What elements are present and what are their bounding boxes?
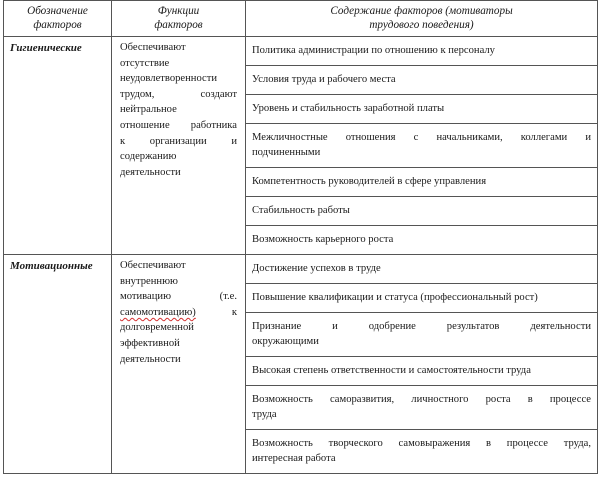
header-factor-designation [4, 1, 112, 37]
function-text-line: долговременной [120, 322, 194, 334]
function-text-line: мотивацию (т.е. [120, 291, 237, 303]
factor-text-line: окружающими [252, 336, 319, 347]
factor-text-line: Политика администрации по отношению к персоналу [252, 45, 495, 56]
function-text-line: Обеспечивают [120, 42, 186, 53]
factor-text-line: Межличностные отношения с начальниками, коллегами и [252, 132, 591, 143]
factor-group-function [112, 37, 246, 255]
function-text-line: неудовлетворенности [120, 73, 218, 85]
factor-item [246, 37, 597, 66]
factor-group-name: Мотивационные [4, 255, 112, 474]
factor-text-line: подчиненными [252, 147, 321, 158]
function-text-line: нейтральное [120, 104, 177, 116]
factor-text-line: Достижение успехов в труде [252, 263, 381, 274]
function-text-line: трудом, создают [120, 88, 237, 100]
factor-text-line: Повышение квалификации и статуса (профессиональный рост) [252, 292, 538, 303]
factor-list-cell [246, 255, 598, 474]
factor-item [246, 284, 597, 313]
factor-text-line: Уровень и стабильность заработной платы [252, 103, 445, 114]
header-line: Обозначение [27, 5, 88, 17]
table-body [4, 37, 598, 474]
function-text-line: содержанию [120, 151, 177, 163]
factor-item [246, 66, 597, 95]
header-factor-content [246, 1, 598, 37]
header-line: факторов [33, 19, 82, 31]
function-text-line: деятельности [120, 166, 181, 178]
factor-item [246, 313, 597, 357]
function-text-line: эффективной [120, 337, 180, 349]
factor-item [246, 95, 597, 124]
factor-item [246, 357, 597, 386]
factor-text-line: Компетентность руководителей в сфере управления [252, 176, 487, 187]
factor-item [246, 226, 597, 254]
header-line: трудового поведения) [369, 19, 474, 31]
factor-text-line: Признание и одобрение результатов деятельности [252, 321, 591, 332]
function-text-line: отношение работника [120, 119, 237, 131]
factor-item [246, 168, 597, 197]
function-text-line: Обеспечивают [120, 260, 186, 271]
function-text-line: деятельности [120, 353, 181, 365]
table-row [4, 255, 598, 474]
header-line: Функции [157, 5, 200, 17]
factor-item [246, 124, 597, 168]
factor-text-line: Возможность творческого самовыражения в процессе труда, [252, 438, 591, 449]
factor-text-line: Возможность карьерного роста [252, 234, 394, 245]
factor-group-name: Гигиенические [4, 37, 112, 255]
spellcheck-underlined-word: самомотивацию) [120, 306, 196, 318]
table-header-row [4, 1, 598, 37]
table-row [4, 37, 598, 255]
header-line: Содержание факторов (мотиваторы [330, 5, 513, 17]
function-text-line: внутреннюю [120, 275, 178, 287]
factors-table [3, 0, 598, 474]
factor-text-line: труда [252, 409, 277, 420]
function-text-line: к организации и [120, 135, 237, 147]
factor-text-line: Условия труда и рабочего места [252, 74, 396, 85]
function-text-line: отсутствие [120, 57, 170, 69]
factor-text-line: Высокая степень ответственности и самостоятельности труда [252, 365, 531, 376]
factor-text-line: Возможность саморазвития, личностного роста в процессе [252, 394, 591, 405]
factor-item [246, 255, 597, 284]
function-text-line: самомотивацию) к [120, 306, 237, 318]
factor-group-function [112, 255, 246, 474]
factor-item [246, 430, 597, 473]
factor-item [246, 386, 597, 430]
header-factor-functions [112, 1, 246, 37]
factor-item [246, 197, 597, 226]
factor-text-line: интересная работа [252, 453, 336, 464]
factor-text-line: Стабильность работы [252, 205, 350, 216]
factor-list-cell [246, 37, 598, 255]
header-line: факторов [154, 19, 203, 31]
